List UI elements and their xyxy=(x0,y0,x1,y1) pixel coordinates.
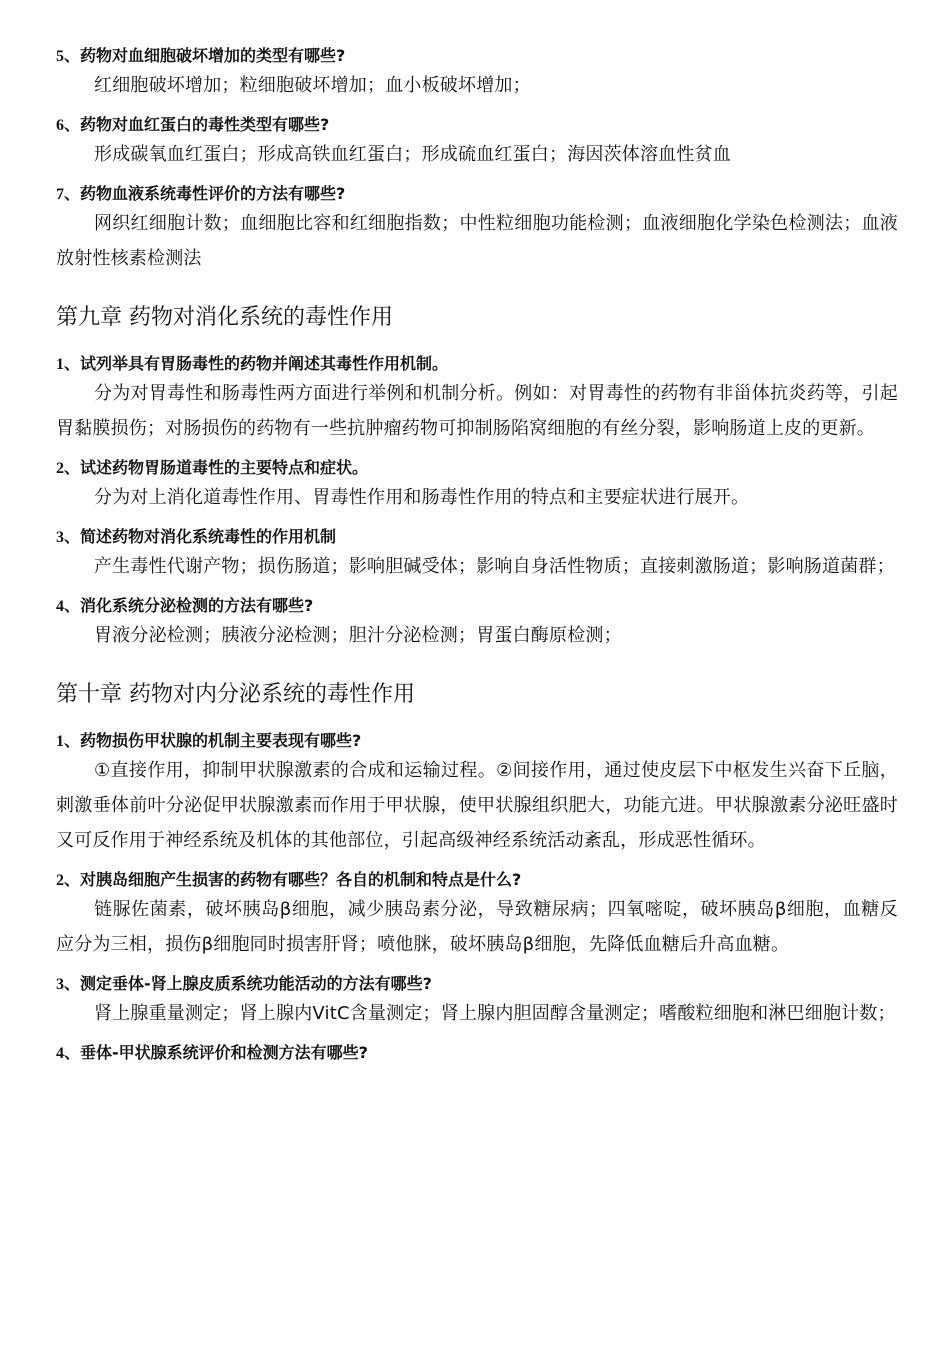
question-text: 测定垂体-肾上腺皮质系统功能活动的方法有哪些? xyxy=(80,974,432,993)
question-text: 对胰岛细胞产生损害的药物有哪些？各自的机制和特点是什么? xyxy=(80,870,522,889)
question-heading xyxy=(56,594,898,619)
question-heading xyxy=(56,729,898,754)
qa-item xyxy=(56,44,898,103)
chapter-title: 第九章 药物对消化系统的毒性作用 xyxy=(56,305,393,330)
question-heading xyxy=(56,113,898,138)
question-heading xyxy=(56,1041,898,1066)
qa-item xyxy=(56,972,898,1031)
question-heading xyxy=(56,868,898,893)
answer-text: 链脲佐菌素，破坏胰岛β细胞，减少胰岛素分泌，导致糖尿病；四氧嘧啶，破坏胰岛β细胞，血糖反应分为三相，损伤β细胞同时损害肝肾；喷他脒，破坏胰岛β细胞，先降低血糖后升高血糖。 xyxy=(56,899,898,955)
qa-item xyxy=(56,594,898,653)
question-number: 2、 xyxy=(56,872,81,889)
question-text: 药物血液系统毒性评价的方法有哪些? xyxy=(80,184,346,203)
qa-item xyxy=(56,456,898,515)
question-heading xyxy=(56,44,898,69)
question-text: 试述药物胃肠道毒性的主要特点和症状。 xyxy=(80,458,369,477)
answer-text: ①直接作用，抑制甲状腺激素的合成和运输过程。②间接作用，通过使皮层下中枢发生兴奋下丘脑，刺激垂体前叶分泌促甲状腺激素而作用于甲状腺，使甲状腺组织肥大，功能亢进。甲状腺激素分泌旺盛时又可反作用于神经系统及机体的其他部位，引起高级神经系统活动紊乱，形成恶性循环。 xyxy=(56,760,898,851)
question-number: 5、 xyxy=(56,48,81,65)
question-text: 药物对血细胞破坏增加的类型有哪些? xyxy=(80,46,346,65)
question-text: 药物对血红蛋白的毒性类型有哪些? xyxy=(80,115,330,134)
answer-text: 胃液分泌检测；胰液分泌检测；胆汁分泌检测；胃蛋白酶原检测； xyxy=(94,625,622,646)
qa-item xyxy=(56,182,898,276)
answer-text: 网织红细胞计数；血细胞比容和红细胞指数；中性粒细胞功能检测；血液细胞化学染色检测法；血液放射性核素检测法 xyxy=(56,213,898,269)
question-text: 试列举具有胃肠毒性的药物并阐述其毒性作用机制。 xyxy=(80,354,449,373)
answer-text: 产生毒性代谢产物；损伤肠道；影响胆碱受体；影响自身活性物质；直接刺激肠道；影响肠道菌群； xyxy=(94,556,895,577)
question-heading xyxy=(56,182,898,207)
question-text: 消化系统分泌检测的方法有哪些? xyxy=(80,596,314,615)
question-text: 药物损伤甲状腺的机制主要表现有哪些? xyxy=(80,731,362,750)
answer-text: 肾上腺重量测定；肾上腺内VitC含量测定；肾上腺内胆固醇含量测定；嗜酸粒细胞和淋巴细胞计数； xyxy=(94,1003,896,1024)
qa-item xyxy=(56,729,898,858)
qa-item xyxy=(56,1041,898,1066)
document-page xyxy=(56,44,898,1071)
qa-item xyxy=(56,868,898,962)
question-text: 简述药物对消化系统毒性的作用机制 xyxy=(80,527,337,546)
answer-text: 红细胞破坏增加；粒细胞破坏增加；血小板破坏增加； xyxy=(94,75,531,96)
question-heading xyxy=(56,456,898,481)
chapter-title: 第十章 药物对内分泌系统的毒性作用 xyxy=(56,682,415,707)
question-number: 4、 xyxy=(56,1045,81,1062)
answer-text: 分为对胃毒性和肠毒性两方面进行举例和机制分析。例如：对胃毒性的药物有非甾体抗炎药等，引起胃黏膜损伤；对肠损伤的药物有一些抗肿瘤药物可抑制肠陷窝细胞的有丝分裂，影响肠道上皮的更新。 xyxy=(56,383,898,439)
question-number: 7、 xyxy=(56,186,81,203)
answer-text: 分为对上消化道毒性作用、胃毒性作用和肠毒性作用的特点和主要症状进行展开。 xyxy=(94,487,750,508)
qa-item xyxy=(56,113,898,172)
qa-item xyxy=(56,525,898,584)
question-number: 2、 xyxy=(56,460,81,477)
question-heading xyxy=(56,525,898,550)
question-number: 1、 xyxy=(56,733,81,750)
question-number: 1、 xyxy=(56,356,81,373)
question-number: 3、 xyxy=(56,529,81,546)
question-number: 3、 xyxy=(56,976,81,993)
question-heading xyxy=(56,972,898,997)
qa-item xyxy=(56,352,898,446)
question-text: 垂体-甲状腺系统评价和检测方法有哪些? xyxy=(80,1043,368,1062)
answer-text: 形成碳氧血红蛋白；形成高铁血红蛋白；形成硫血红蛋白；海因茨体溶血性贫血 xyxy=(94,144,731,165)
question-number: 6、 xyxy=(56,117,81,134)
question-heading xyxy=(56,352,898,377)
question-number: 4、 xyxy=(56,598,81,615)
